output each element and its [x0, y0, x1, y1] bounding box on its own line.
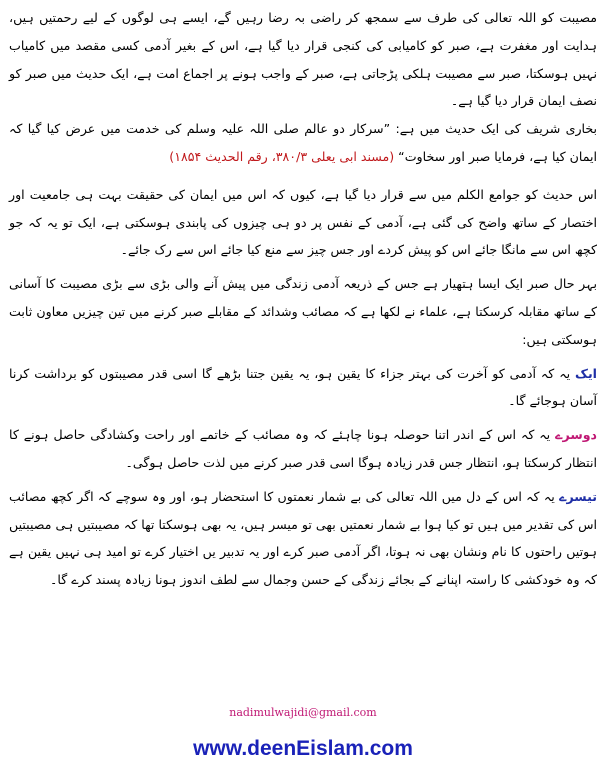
website-link[interactable]: www.deenEislam.com [193, 737, 413, 760]
point-first [9, 360, 597, 416]
hadith-reference: (مسند ابی یعلی ۳۸۰/۳، رقم الحدیث ۱۸۵۴) [169, 148, 395, 164]
point-second-lead: دوسرے [555, 427, 597, 443]
intro-paragraph [9, 4, 597, 115]
intro-text: مصیبت کو اللہ تعالی کی طرف سے سمجھ کر راضی بہ رضا رہیں گے، ایسے ہی لوگوں کے لیے رحمتیں ہیں، ہدایت اور مغفرت ہے، صبر کو کامیابی کی کنجی قرار دیا گیا ہے، اس کے بغیر آدمی کسی مقصد میں کامیاب نہیں ہوسکتا، صبر سے مصیبت ہلکی پڑجاتی ہے، صبر کے واجب ہونے پر اجماع امت ہے، ایک حدیث میں صبر کو نصف ایمان قرار دیا گیا ہے۔ [9, 10, 597, 109]
point-first-lead: ایک [575, 365, 597, 381]
hadith-text: بخاری شریف کی ایک حدیث میں ہے: ”سرکار دو عالم صلی اللہ علیہ وسلم کی خدمت میں عرض کیا گیا کہ ایمان کیا ہے، فرمایا صبر اور سخاوت“ [9, 121, 597, 164]
point-second-text: یہ کہ اس کے اندر اتنا حوصلہ ہونا چاہئے کہ وہ مصائب کے خاتمے اور راحت وکشادگی حاصل ہونے کا انتظار کرسکتا ہو، انتظار جس قدر زیادہ ہوگا اسی قدر صبر کرنے میں لذت حاصل ہوگی۔ [9, 427, 597, 470]
spacer [9, 171, 597, 181]
jawami-text: اس حدیث کو جوامع الکلم میں سے قرار دیا گیا ہے، کیوں کہ اس میں ایمان کی حقیقت بہت ہی جامعیت اور اختصار کے ساتھ واضح کی گئی ہے، آدمی کے نفس پر دو ہی چیزوں کی پابندی ہوسکتی ہے، ایک تو یہ کہ جو کچھ اس سے مانگا جائے اس کو پیش کردے اور جس چیز سے منع کیا جائے اس سے رک جائے۔ [9, 186, 597, 258]
point-third [9, 483, 597, 594]
author-email-link[interactable]: nadimulwajidi@gmail.com [229, 706, 377, 719]
weapon-paragraph [9, 270, 597, 353]
weapon-text: بہر حال صبر ایک ایسا ہتھیار ہے جس کے ذریعہ آدمی زندگی میں پیش آنے والی بڑی سے بڑی مصیبت کا آسانی کے ساتھ مقابلہ کرسکتا ہے، علماء نے لکھا ہے کہ مصائب وشدائد کے مقابلے صبر کرنے میں تین چیزیں معاون ثابت ہوسکتی ہیں: [9, 276, 597, 347]
point-third-text: یہ کہ اس کے دل میں اللہ تعالی کی بے شمار نعمتوں کا استحضار ہو، اور وہ سوچے کہ اگر کچھ مصائب اس کی تقدیر میں ہیں تو کیا ہوا بے شمار نعمتیں بھی تو میسر ہیں، یہ بھی ہوسکتا تھا کہ مصیبتیں ہی مصیبتیں ہوتیں راحتوں کا نام ونشان بھی نہ ہوتا، اگر آدمی صبر کرے اور یہ تدبیر یں اختیار کرے تو امید ہی نہیں یقین ہے کہ وہ خودکشی کا راستہ اپنانے کے بجائے زندگی کے حسن وجمال سے لطف اندوز ہونا زیادہ پسند کرے گا۔ [9, 488, 597, 588]
point-second [9, 421, 597, 477]
jawami-paragraph [9, 181, 597, 264]
point-third-lead: تیسرے [559, 488, 597, 504]
point-first-text: یہ کہ آدمی کو آخرت کی بہتر جزاء کا یقین ہو، یہ یقین جتنا بڑھے گا اسی قدر مصیبتوں کو برداشت کرنا آسان ہوجائے گا۔ [9, 365, 597, 409]
hadith-paragraph [9, 115, 597, 171]
